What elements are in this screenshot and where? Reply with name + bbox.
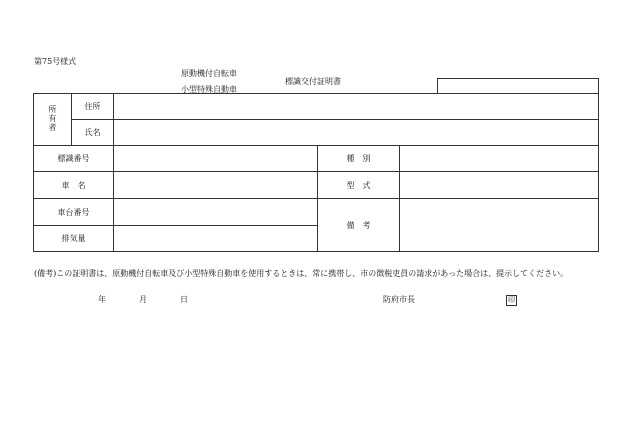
date-day: 日 <box>180 295 188 304</box>
owner-header: 所有者 <box>48 105 57 132</box>
displacement-label: 排気量 <box>34 226 114 252</box>
name-value-cell <box>114 120 599 146</box>
type-label: 種 別 <box>318 146 400 172</box>
remarks-label: 備 考 <box>318 199 400 252</box>
issuer-name: 防府市長 <box>383 295 415 304</box>
plate-number-value-cell <box>114 146 318 172</box>
certificate-number-box <box>437 78 599 94</box>
seal-mark: 印 <box>508 296 515 304</box>
model-label: 型 式 <box>318 172 400 199</box>
owner-header-cell <box>34 94 72 146</box>
chassis-number-label: 車台番号 <box>34 199 114 226</box>
title-line-small-special: 小型特殊自動車 <box>181 85 237 94</box>
date-year: 年 <box>98 295 106 304</box>
vehicle-name-value-cell <box>114 172 318 199</box>
date-month: 月 <box>139 295 147 304</box>
chassis-number-value-cell <box>114 199 318 226</box>
title-line-moped: 原動機付自転車 <box>181 69 237 78</box>
model-value-cell <box>400 172 599 199</box>
address-value-cell <box>114 94 599 120</box>
note-text: (備考)この証明書は、原動機付自転車及び小型特殊自動車を使用するときは、常に携帯し、市の徴税吏員の請求があった場合は、提示してください。 <box>34 269 569 278</box>
name-label: 氏名 <box>72 120 114 146</box>
address-label: 住所 <box>72 94 114 120</box>
remarks-value-cell <box>400 199 599 252</box>
certificate-table <box>33 93 599 252</box>
displacement-value-cell <box>114 226 318 252</box>
document-title: 標識交付証明書 <box>285 77 341 86</box>
plate-number-label: 標識番号 <box>34 146 114 172</box>
type-value-cell <box>400 146 599 172</box>
form-number: 第75号様式 <box>34 57 77 66</box>
vehicle-name-label: 車 名 <box>34 172 114 199</box>
